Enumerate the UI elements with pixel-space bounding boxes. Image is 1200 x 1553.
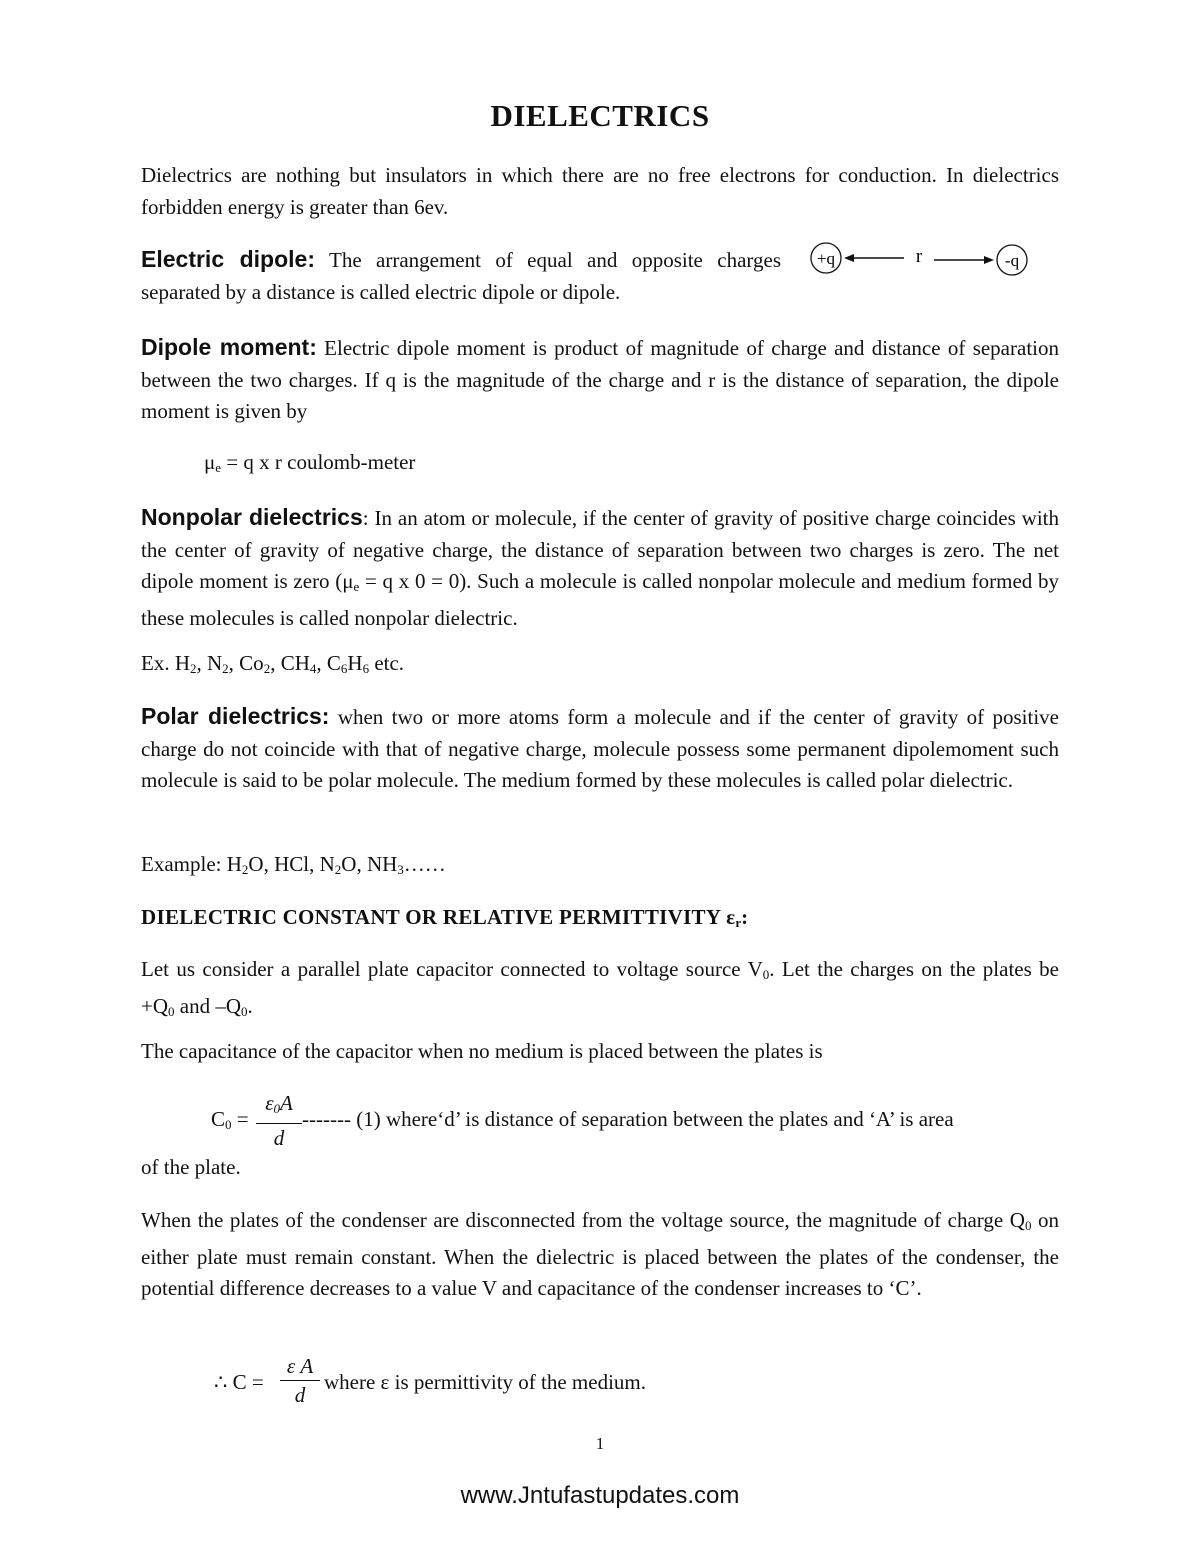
eq1-denominator: d <box>273 1126 285 1150</box>
eq1-tail: ------- (1) where‘d’ is distance of separation between the plates and ‘A’ is area <box>302 1107 954 1131</box>
electric-dipole-text: The arrangement of equal and opposite charges separated by a distance is called electric dipole or dipole. <box>141 248 781 304</box>
formula-separator: …… <box>403 852 446 876</box>
epsilon-subscript: r <box>735 915 742 930</box>
mu-subscript: e <box>215 460 222 475</box>
eq1-numerator <box>256 1089 302 1124</box>
formula-separator: , <box>270 651 281 675</box>
arrow-right-head <box>984 256 994 264</box>
intro-paragraph: Dielectrics are nothing but insulators in which there are no free electrons for conduction. In dielectrics forbidden energy is greater than 6ev. <box>141 163 1059 219</box>
polar-example-prefix: Example: <box>141 852 227 876</box>
p4-text-b: on either plate must remain constant. When the dielectric is placed between the plates of the condenser, the potential difference decreases to a value V and capacitance of the condenser increases to ‘C’. <box>141 1208 1059 1300</box>
formula-separator: , HCl, <box>263 852 320 876</box>
positive-charge-label: +q <box>816 249 836 268</box>
eq2-fraction <box>280 1352 320 1409</box>
nonpolar-mu-subscript: e <box>353 579 360 594</box>
p1-text-b: . Let the charges on the plates be +Q <box>141 957 1059 1018</box>
dipole-formula-rhs: = q x r coulomb-meter <box>221 450 416 474</box>
formula-subscript: 2 <box>263 661 271 676</box>
formula-subscript: 6 <box>362 661 370 676</box>
nonpolar-example-prefix: Ex. <box>141 651 175 675</box>
eq2-lhs: ∴ C = <box>214 1370 264 1394</box>
nonpolar-example <box>141 648 1059 685</box>
formula-base: H <box>174 651 190 675</box>
q0-subscript-3: 0 <box>1024 1218 1032 1233</box>
dipole-moment-text: Electric dipole moment is product of magnitude of charge and distance of separation between the two charges. If q is the magnitude of the charge and r is the distance of separation, the dipole moment is given by <box>141 336 1059 423</box>
nonpolar-paragraph <box>141 502 1059 634</box>
formula-subscript: 3 <box>397 862 404 877</box>
formula-subscript: 4 <box>309 661 317 676</box>
p1-text-d: . <box>247 993 253 1018</box>
v0-subscript: 0 <box>762 967 770 982</box>
polar-example-formulas <box>227 852 446 876</box>
nonpolar-heading: Nonpolar dielectrics <box>141 504 363 530</box>
formula-separator: , <box>316 651 327 675</box>
eq2-numerator: ε A <box>280 1352 320 1381</box>
epsilon-symbol: ε <box>726 905 736 929</box>
dielectric-constant-heading <box>141 902 1059 939</box>
dipole-moment-formula <box>204 448 415 482</box>
condenser-paragraph <box>141 1205 1059 1305</box>
formula-base: NH <box>366 852 398 876</box>
formula-base: N <box>207 651 223 675</box>
eq1-epsilon: ε <box>265 1091 274 1115</box>
formula-subscript: 2 <box>222 661 229 676</box>
eq2-denominator: d <box>294 1383 306 1407</box>
nonpolar-example-formulas <box>175 651 404 675</box>
polar-heading: Polar dielectrics: <box>141 703 330 729</box>
eq1-fraction <box>256 1089 302 1152</box>
polar-example <box>141 849 1059 886</box>
capacitance-no-medium-paragraph: The capacitance of the capacitor when no medium is placed between the plates is <box>141 1039 823 1063</box>
formula-base: N <box>319 852 335 876</box>
section-heading-text: DIELECTRIC CONSTANT OR RELATIVE PERMITTIVITY <box>141 905 727 929</box>
formula-subscript: 6 <box>340 661 348 676</box>
formula-base: CH <box>280 651 310 675</box>
page-number: 1 <box>595 1434 605 1453</box>
electric-dipole-heading: Electric dipole: <box>141 246 315 272</box>
q0-subscript-2: 0 <box>241 1003 248 1019</box>
p4-text-a: When the plates of the condenser are disconnected from the voltage source, the magnitude of charge Q <box>141 1208 1025 1232</box>
eq1-equals: = <box>231 1107 249 1131</box>
formula-base: O <box>248 852 264 876</box>
p1-text-a: Let us consider a parallel plate capacitor connected to voltage source V <box>141 957 763 981</box>
polar-text: when two or more atoms form a molecule and if the center of gravity of positive charge do not coincide with that of negative charge, molecule possess some permanent dipolemoment such molecule is said to be polar molecule. The medium formed by these molecules is called polar dielectric. <box>141 705 1059 792</box>
footer-url[interactable]: www.Jntufastupdates.com <box>460 1482 740 1509</box>
formula-subscript: 2 <box>334 862 342 877</box>
eq2-tail: where ε is permittivity of the medium. <box>324 1370 647 1394</box>
formula-subscript: 2 <box>190 661 197 676</box>
formula-separator: , <box>228 651 240 675</box>
eq1-area: A <box>279 1091 293 1115</box>
area-continuation: of the plate. <box>141 1155 241 1179</box>
arrow-left-head <box>844 254 854 262</box>
formula-separator: , <box>356 852 367 876</box>
eq1-c: C <box>211 1107 226 1131</box>
electric-dipole-paragraph <box>141 244 781 308</box>
formula-subscript: 2 <box>241 862 249 877</box>
formula-base: H <box>347 651 363 675</box>
eq1-c-subscript: 0 <box>225 1117 232 1132</box>
formula-base: H <box>226 852 242 876</box>
eq1-epsilon-subscript: 0 <box>273 1101 280 1116</box>
mu-symbol: μ <box>204 450 216 474</box>
capacitor-intro-paragraph <box>141 954 1059 1027</box>
q0-subscript-1: 0 <box>168 1003 175 1019</box>
heading-colon: : <box>741 905 749 929</box>
dipole-diagram <box>806 240 1036 280</box>
formula-base: O <box>341 852 357 876</box>
negative-charge-label: -q <box>1004 251 1020 270</box>
nonpolar-text-b: = q x 0 = 0). Such a molecule is called nonpolar molecule and medium formed by these molecules is called nonpolar dielectric. <box>141 569 1059 630</box>
dipole-moment-paragraph <box>141 332 1059 428</box>
page-title: DIELECTRICS <box>490 98 710 133</box>
formula-base: C <box>326 651 341 675</box>
formula-separator: , <box>196 651 207 675</box>
dipole-moment-heading: Dipole moment: <box>141 334 317 360</box>
p1-text-c: and –Q <box>174 993 242 1018</box>
polar-paragraph <box>141 701 1059 797</box>
formula-base: Co <box>239 651 264 675</box>
eq1-lhs <box>211 1105 249 1139</box>
nonpolar-text-a: : In an atom or molecule, if the center of gravity of positive charge coincides with the center of gravity of negative charge, the distance of separation between two charges is zero. The net dipole moment is zero (μ <box>141 506 1059 593</box>
formula-separator: etc. <box>369 651 405 675</box>
distance-label: r <box>915 246 923 267</box>
